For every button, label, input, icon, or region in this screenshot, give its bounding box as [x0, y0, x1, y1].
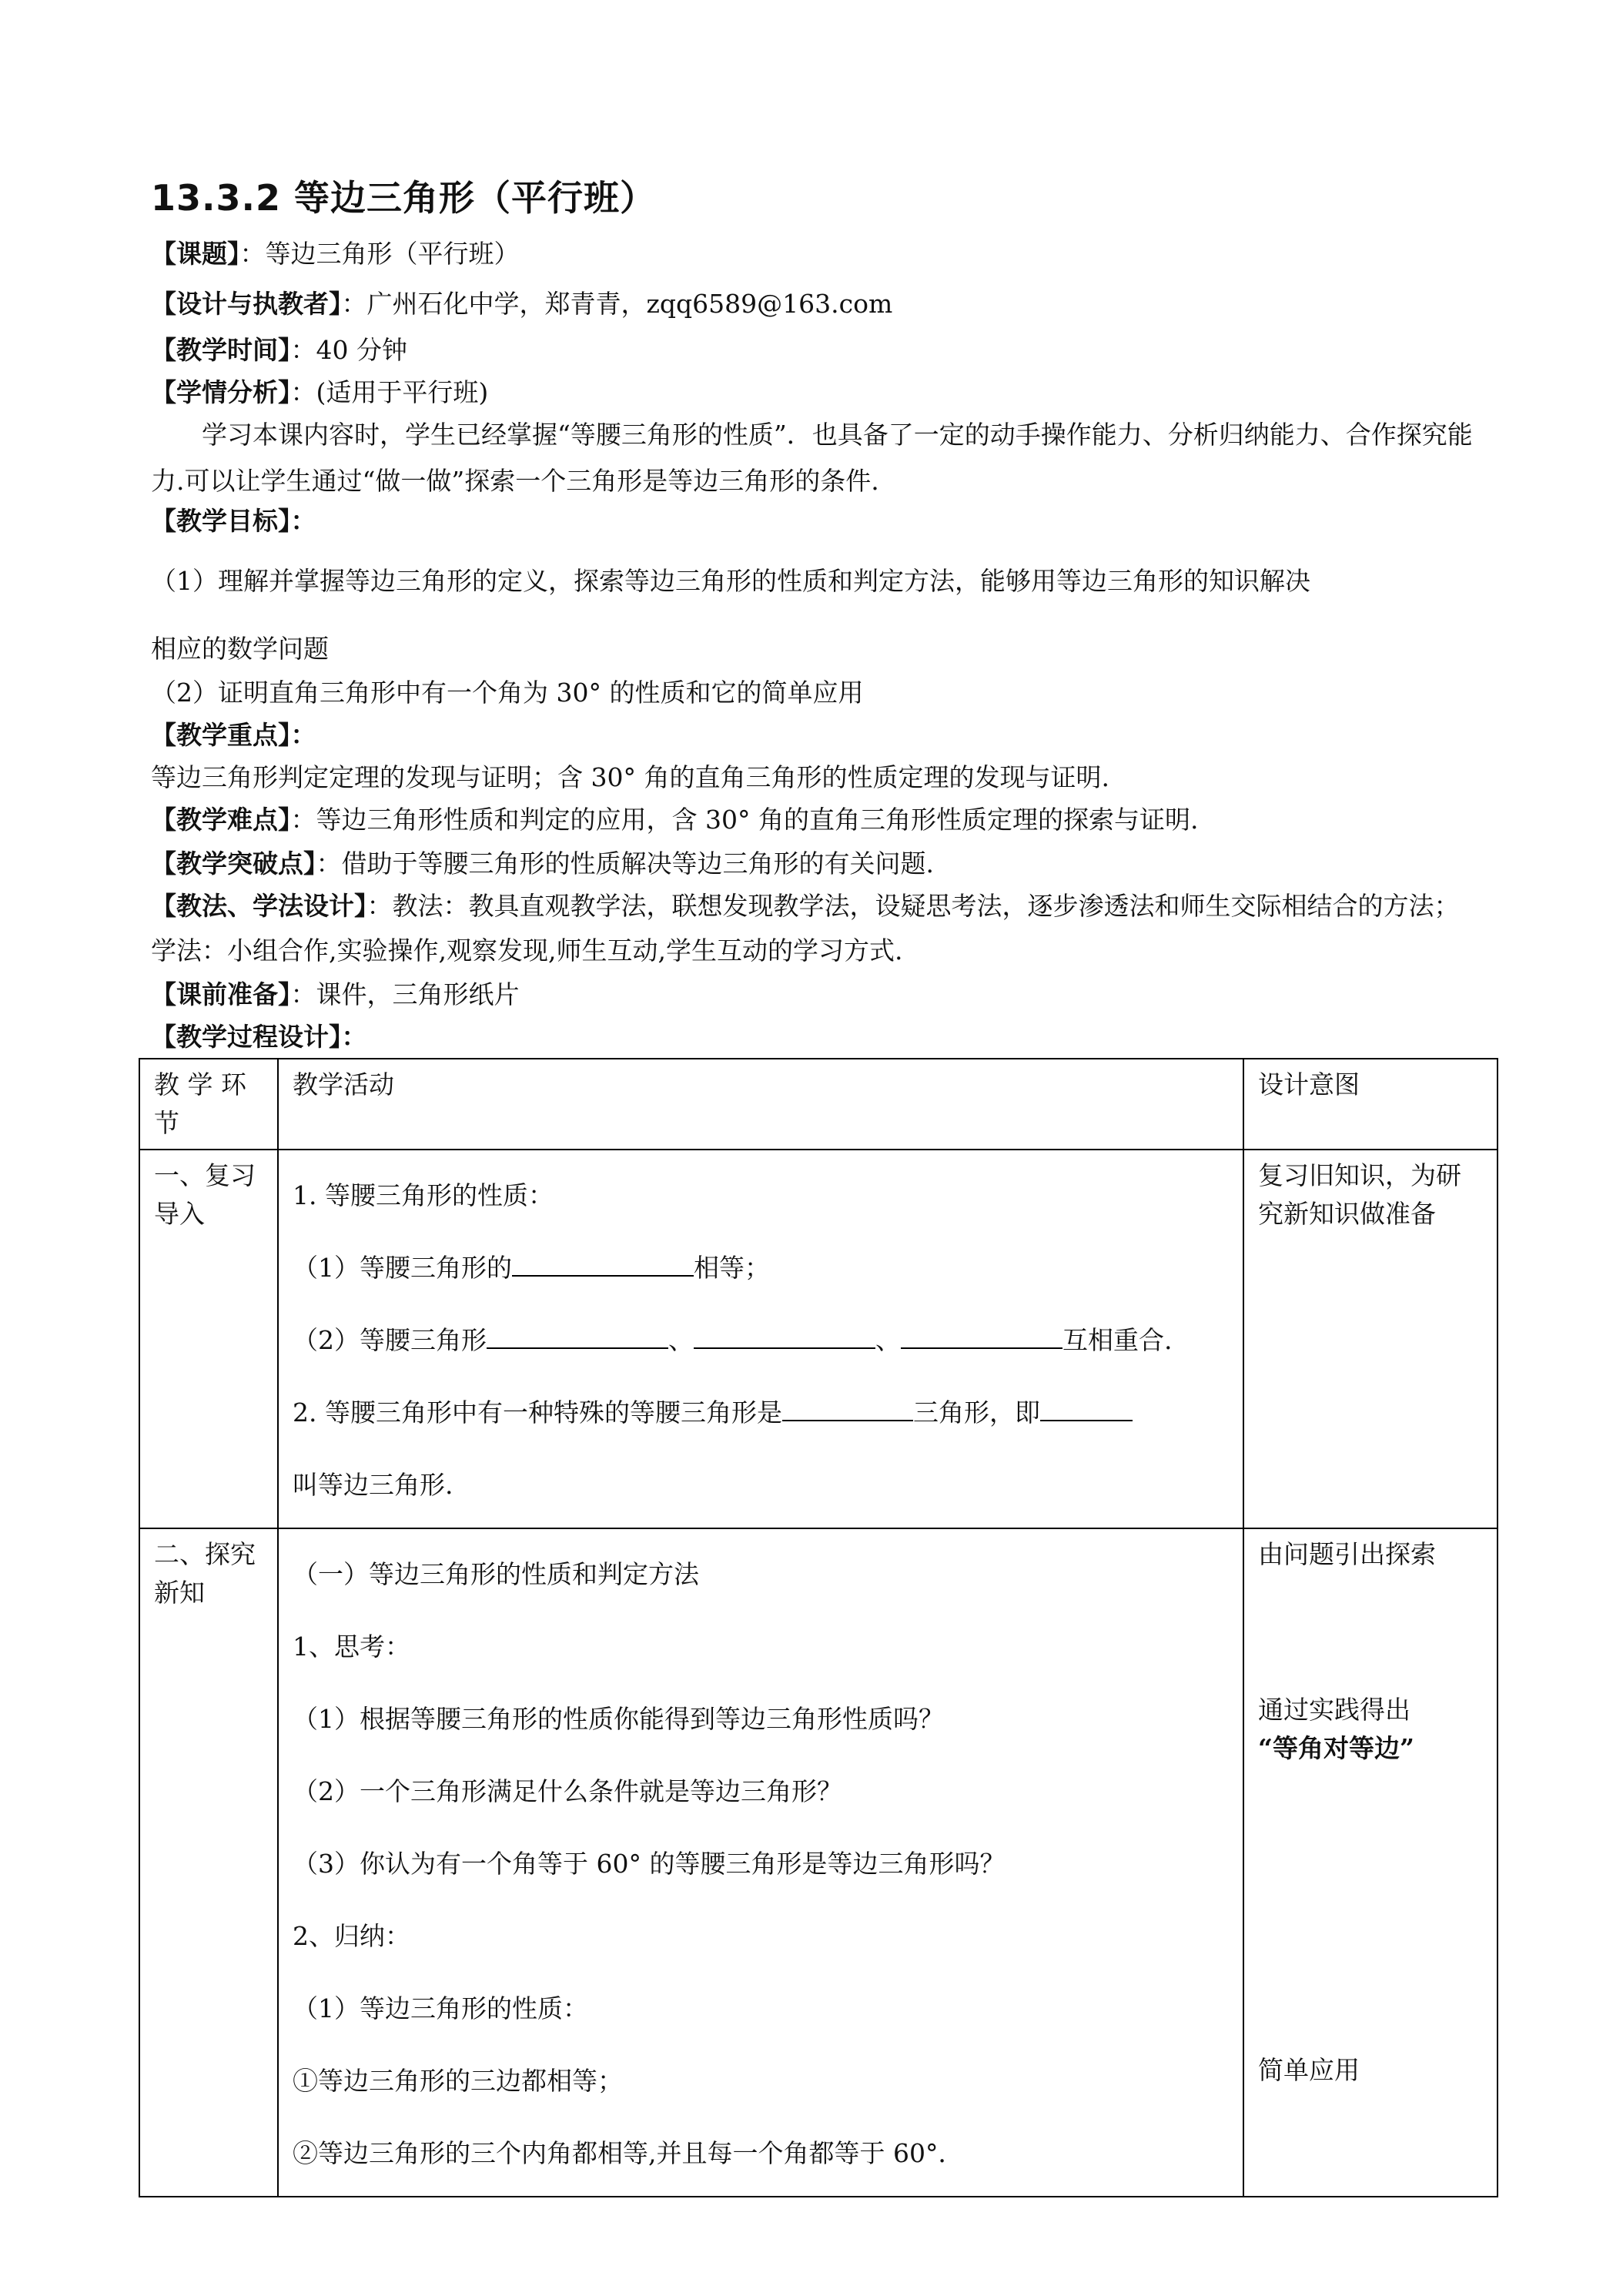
header-stage: 教 学 环节: [139, 1059, 278, 1150]
row1-line-2-pre: （1）等腰三角形的: [293, 1253, 512, 1283]
answer-blank: [901, 1321, 1062, 1349]
goals-colon: ：: [290, 506, 316, 536]
page-title: 13.3.2 等边三角形（平行班）: [151, 177, 656, 219]
row1-activity: [278, 1150, 1243, 1528]
time-label: 【教学时间】: [151, 335, 291, 365]
row1-line-3-sep2: 、: [875, 1325, 901, 1355]
row2-line-8: ①等边三角形的三边都相等；: [293, 2066, 623, 2096]
difficult-line: [151, 801, 1198, 839]
row2-intent-1: 由问题引出探索: [1258, 1539, 1436, 1569]
row2-stage: 二、探究新知: [139, 1528, 278, 2197]
topic-label: 【课题】: [151, 239, 240, 269]
row2-line-1: （一）等边三角形的性质和判定方法: [293, 1559, 699, 1589]
goal-1-line-a: （1）理解并掌握等边三角形的定义，探索等边三角形的性质和判定方法，能够用等边三角形的知识解决: [151, 566, 1310, 596]
goal-1-line-b: 相应的数学问题: [151, 634, 329, 664]
header-intent: 设计意图: [1243, 1059, 1498, 1150]
topic-value: ：等边三角形（平行班）: [239, 239, 520, 269]
goal-2-line: （2）证明直角三角形中有一个角为 30° 的性质和它的简单应用: [151, 678, 864, 708]
prep-value: ：课件，三角形纸片: [290, 979, 520, 1009]
method-value: ：教法：教具直观教学法，联想发现教学法，设疑思考法，逐步渗透法和师生交际相结合的方法；学法：小组合作,实验操作,观察发现,师生互动,学生互动的学习方式.: [151, 891, 1460, 966]
prep-label: 【课前准备】: [151, 979, 291, 1009]
key-colon: ：: [290, 720, 316, 750]
row2-line-7: （1）等边三角形的性质：: [293, 1993, 588, 2023]
analysis-paragraph: 学习本课内容时，学生已经掌握“等腰三角形的性质”．也具备了一定的动手操作能力、分析归纳能力、合作探究能力.可以让学生通过“做一做”探索一个三角形是等边三角形的条件.: [151, 420, 1473, 496]
topic-line: [151, 235, 520, 273]
answer-blank: [487, 1321, 668, 1349]
difficult-value: ：等边三角形性质和判定的应用，含 30° 角的直角三角形性质定理的探索与证明.: [290, 805, 1199, 835]
row2-line-9: ②等边三角形的三个内角都相等,并且每一个角都等于 60°．: [293, 2138, 964, 2168]
row2-line-4: （2）一个三角形满足什么条件就是等边三角形？: [293, 1776, 842, 1806]
answer-blank: [512, 1249, 694, 1277]
analysis-label: 【学情分析】: [151, 377, 291, 407]
row2-activity: [278, 1528, 1243, 2197]
row2-line-5: （3）你认为有一个角等于 60° 的等腰三角形是等边三角形吗？: [293, 1849, 1006, 1879]
row2-line-3: （1）根据等腰三角形的性质你能得到等边三角形性质吗？: [293, 1704, 944, 1734]
process-label: 【教学过程设计】: [151, 1022, 342, 1052]
row1-line-3-sep1: 、: [668, 1325, 694, 1355]
row1-line-3-post: 互相重合.: [1062, 1325, 1173, 1355]
analysis-line: [151, 373, 488, 412]
row2-intent-3: “等角对等边”: [1258, 1733, 1414, 1763]
row1-line-5: 叫等边三角形.: [293, 1470, 453, 1500]
process-table: [139, 1058, 1498, 2197]
key-heading: [151, 716, 316, 755]
designer-label: 【设计与执教者】: [151, 289, 342, 319]
row1-line-1: 1. 等腰三角形的性质：: [293, 1180, 554, 1210]
process-heading: [151, 1018, 367, 1056]
breakthrough-line: [151, 845, 934, 883]
row1-line-4-pre: 2. 等腰三角形中有一种特殊的等腰三角形是: [293, 1397, 782, 1427]
row2-intent-2: 通过实践得出: [1258, 1695, 1411, 1725]
process-colon: ：: [341, 1022, 367, 1052]
row1-line-4: [293, 1377, 1229, 1449]
key-text: 等边三角形判定定理的发现与证明；含 30° 角的直角三角形的性质定理的发现与证明.: [151, 762, 1109, 792]
row1-line-4-mid: 三角形，即: [912, 1397, 1040, 1427]
row2-line-6: 2、归纳：: [293, 1921, 410, 1951]
table-row: [139, 1150, 1498, 1528]
row1-line-2-post: 相等；: [694, 1253, 770, 1283]
answer-blank: [1040, 1394, 1133, 1421]
breakthrough-label: 【教学突破点】: [151, 848, 316, 879]
row2-intent-4: 简单应用: [1258, 2055, 1360, 2085]
table-header-row: [139, 1059, 1498, 1150]
analysis-value: ：(适用于平行班): [290, 377, 489, 407]
goals-label: 【教学目标】: [151, 506, 291, 536]
row1-stage: 一、复习导入: [139, 1150, 278, 1528]
method-paragraph: [151, 884, 1483, 973]
answer-blank: [782, 1394, 913, 1421]
header-activity: 教学活动: [278, 1059, 1243, 1150]
row1-line-3-pre: （2）等腰三角形: [293, 1325, 487, 1355]
method-label: 【教法、学法设计】: [151, 891, 367, 921]
prep-line: [151, 976, 520, 1014]
row1-line-3: [293, 1304, 1229, 1377]
answer-blank: [694, 1321, 875, 1349]
designer-line: [151, 285, 892, 323]
time-line: [151, 331, 407, 370]
row2-line-2: 1、思考：: [293, 1632, 410, 1662]
designer-value: ：广州石化中学，郑青青，zqq6589@163.com: [341, 289, 893, 319]
row1-intent: 复习旧知识，为研究新知识做准备: [1243, 1150, 1498, 1528]
breakthrough-value: ：借助于等腰三角形的性质解决等边三角形的有关问题.: [316, 848, 934, 879]
row2-intent: [1243, 1528, 1498, 2197]
row1-line-2: [293, 1232, 1229, 1304]
key-label: 【教学重点】: [151, 720, 291, 750]
time-value: ：40 分钟: [290, 335, 407, 365]
table-row: [139, 1528, 1498, 2197]
difficult-label: 【教学难点】: [151, 805, 291, 835]
goals-heading: [151, 502, 316, 541]
